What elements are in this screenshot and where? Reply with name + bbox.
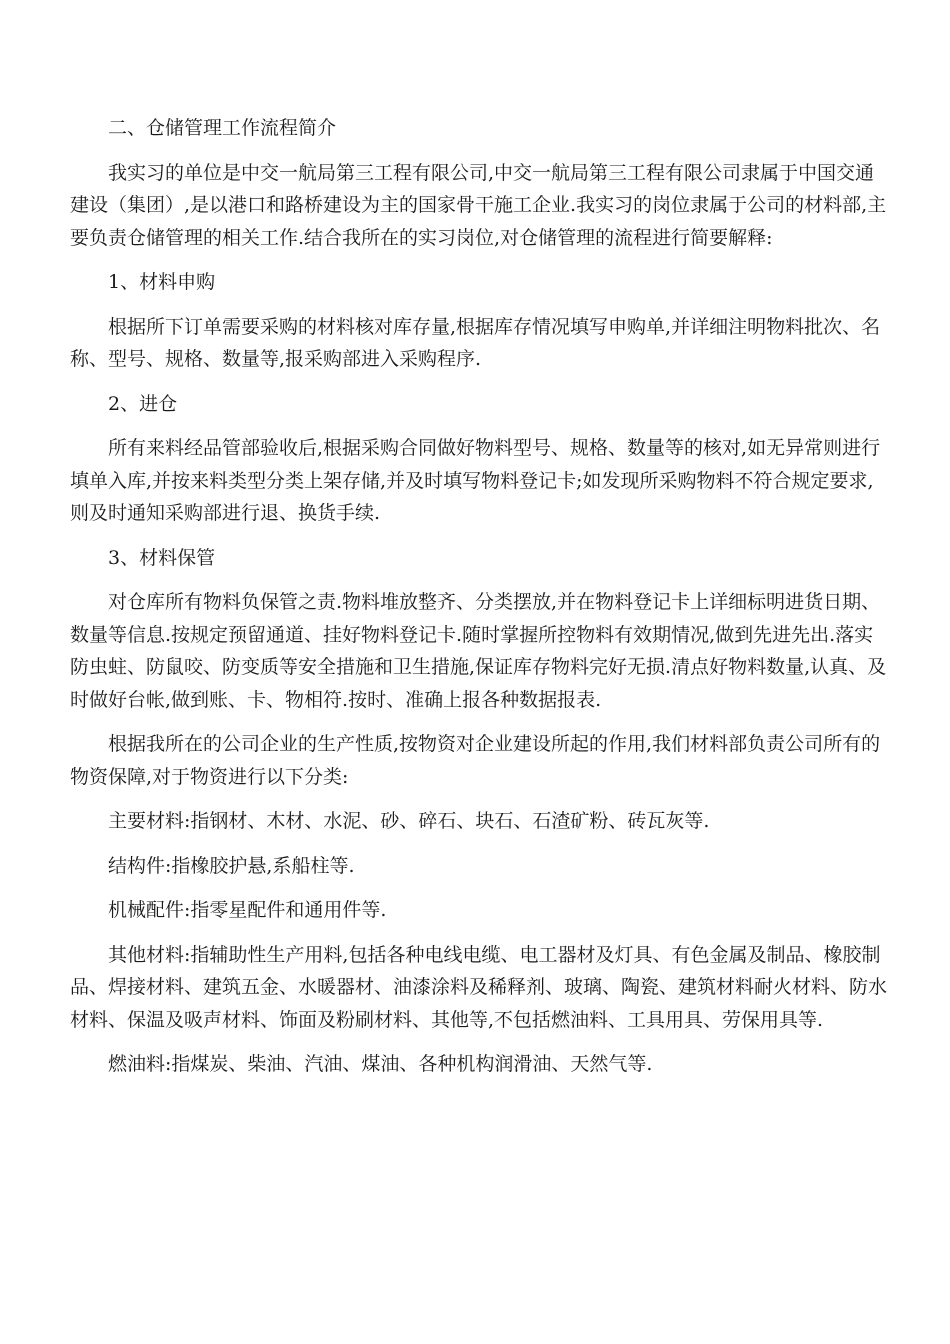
section-heading-main: 二、仓储管理工作流程简介 xyxy=(108,117,337,139)
classification-intro-paragraph: 根据我所在的公司企业的生产性质,按物资对企业建设所起的作用,我们材料部负责公司所有的物资保障,对于物资进行以下分类: xyxy=(70,733,881,788)
category-mechanical-parts: 机械配件:指零星配件和通用件等. xyxy=(108,899,387,921)
section-heading-warehousing: 2、进仓 xyxy=(108,392,178,415)
section-heading-purchase: 1、材料申购 xyxy=(108,271,216,293)
category-fuel-materials: 燃油料:指煤炭、柴油、汽油、煤油、各种机构润滑油、天然气等. xyxy=(108,1053,653,1075)
section-heading-storage: 3、材料保管 xyxy=(108,546,216,569)
category-main-materials: 主要材料:指钢材、木材、水泥、砂、碎石、块石、石渣矿粉、砖瓦灰等. xyxy=(108,810,710,832)
category-other-materials: 其他材料:指辅助性生产用料,包括各种电线电缆、电工器材及灯具、有色金属及制品、橡胶制品、焊接材料、建筑五金、水暖器材、油漆涂料及稀释剂、玻璃、陶瓷、建筑材料耐火材料、防水材料、保温及吸声材料、饰面及粉刷材料、其他等,不包括燃油料、工具用具、劳保用具等. xyxy=(70,943,888,1031)
storage-paragraph: 对仓库所有物料负保管之责.物料堆放整齐、分类摆放,并在物料登记卡上详细标明进货日期、数量等信息.按规定预留通道、挂好物料登记卡.随时掌握所控物料有效期情况,做到先进先出.落实防虫蛀、防鼠咬、防变质等安全措施和卫生措施,保证库存物料完好无损.清点好物料数量,认真、及时做好台帐,做到账、卡、物相符.按时、准确上报各种数据报表. xyxy=(70,591,887,711)
purchase-paragraph: 根据所下订单需要采购的材料核对库存量,根据库存情况填写申购单,并详细注明物料批次、名称、型号、规格、数量等,报采购部进入采购程序. xyxy=(70,315,881,370)
warehousing-paragraph: 所有来料经品管部验收后,根据采购合同做好物料型号、规格、数量等的核对,如无异常则进行填单入库,并按来料类型分类上架存储,并及时填写物料登记卡;如发现所采购物料不符合规定要求,则及时通知采购部进行退、换货手续. xyxy=(70,437,881,524)
document-body xyxy=(70,112,888,1081)
intro-paragraph: 我实习的单位是中交一航局第三工程有限公司,中交一航局第三工程有限公司隶属于中国交通建设（集团）,是以港口和路桥建设为主的国家骨干施工企业.我实习的岗位隶属于公司的材料部,主要负责仓储管理的相关工作.结合我所在的实习岗位,对仓储管理的流程进行简要解释: xyxy=(70,161,887,249)
category-structural-parts: 结构件:指橡胶护悬,系船柱等. xyxy=(108,854,355,877)
